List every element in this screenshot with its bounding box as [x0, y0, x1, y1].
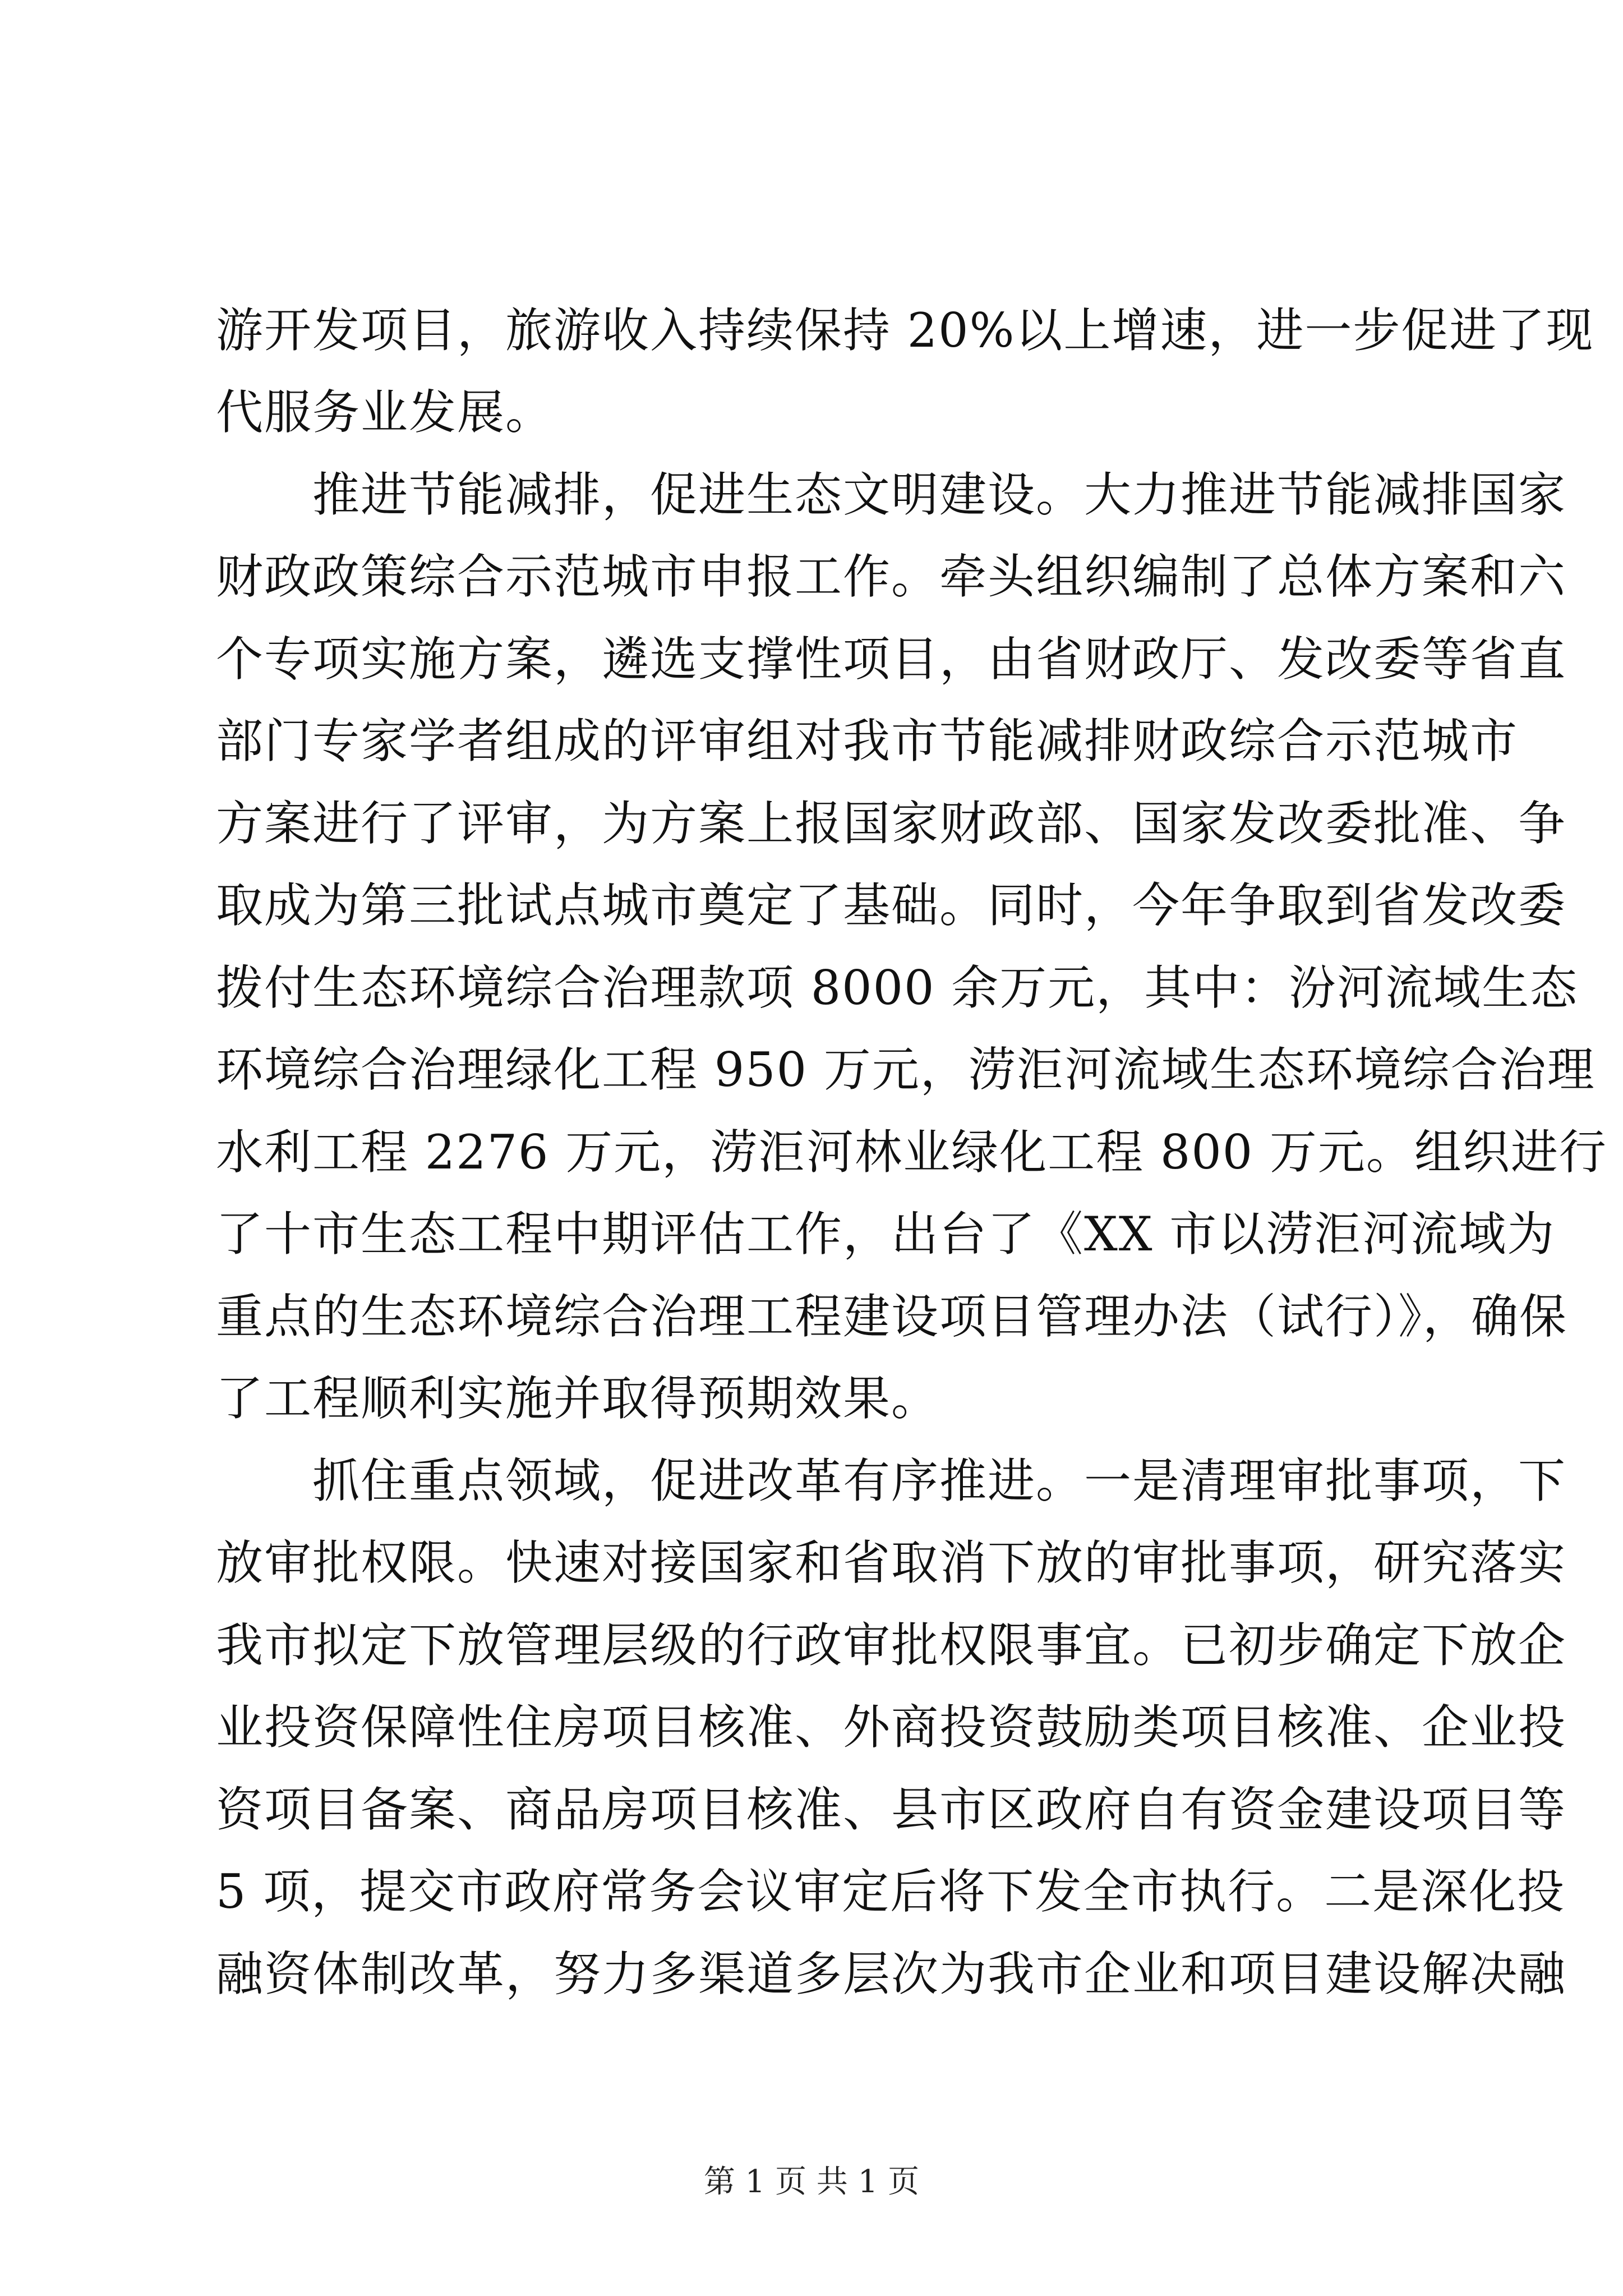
text-line-2: 代服务业发展。: [216, 385, 554, 440]
text-line-17: 我市拟定下放管理层级的行政审批权限事宜。已初步确定下放企: [216, 1618, 1567, 1673]
text-line-8: 取成为第三批试点城市奠定了基础。同时，今年争取到省发改委: [216, 878, 1567, 933]
text-line-15: 抓住重点领域，促进改革有序推进。一是清理审批事项，下: [216, 1453, 1567, 1508]
text-line-4: 财政政策综合示范城市申报工作。牵头组织编制了总体方案和六: [216, 549, 1567, 604]
text-line-1: 游开发项目，旅游收入持续保持 20%以上增速，进一步促进了现: [216, 303, 1594, 358]
text-line-12: 了十市生态工程中期评估工作，出台了《XX 市以涝洰河流域为: [216, 1207, 1556, 1262]
text-line-13: 重点的生态环境综合治理工程建设项目管理办法（试行）》，确保: [216, 1289, 1568, 1344]
text-line-7: 方案进行了评审，为方案上报国家财政部、国家发改委批准、争: [216, 796, 1567, 851]
text-line-9: 拨付生态环境综合治理款项 8000 余万元，其中：汾河流域生态: [216, 960, 1579, 1015]
text-line-11: 水利工程 2276 万元，涝洰河林业绿化工程 800 万元。组织进行: [216, 1125, 1607, 1180]
text-line-19: 资项目备案、商品房项目核准、县市区政府自有资金建设项目等: [216, 1782, 1567, 1837]
text-line-20: 5 项，提交市政府常务会议审定后将下发全市执行。二是深化投: [216, 1864, 1566, 1919]
text-line-21: 融资体制改革，努力多渠道多层次为我市企业和项目建设解决融: [216, 1947, 1567, 2001]
text-line-16: 放审批权限。快速对接国家和省取消下放的审批事项，研究落实: [216, 1535, 1567, 1590]
text-line-10: 环境综合治理绿化工程 950 万元，涝洰河流域生态环境综合治理: [216, 1042, 1596, 1097]
text-line-6: 部门专家学者组成的评审组对我市节能减排财政综合示范城市: [216, 714, 1519, 769]
text-line-5: 个专项实施方案，遴选支撑性项目，由省财政厅、发改委等省直: [216, 632, 1567, 687]
page-footer: 第 1 页 共 1 页: [703, 2164, 920, 2200]
text-line-14: 了工程顺利实施并取得预期效果。: [216, 1371, 940, 1426]
text-line-18: 业投资保障性住房项目核准、外商投资鼓励类项目核准、企业投: [216, 1700, 1567, 1755]
text-line-3: 推进节能减排，促进生态文明建设。大力推进节能减排国家: [216, 467, 1567, 522]
